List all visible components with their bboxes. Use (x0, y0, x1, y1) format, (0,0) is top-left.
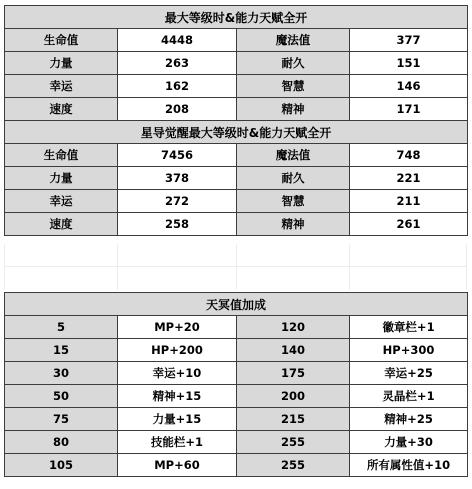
bonus-value: 灵晶栏+1 (350, 385, 468, 408)
stat-row (5, 190, 468, 213)
stat-label: 力量 (5, 52, 118, 75)
stat-value: 151 (350, 52, 468, 75)
bonus-value: MP+60 (118, 454, 237, 477)
bonus-value: 精神+25 (350, 408, 468, 431)
stat-value: 748 (350, 144, 468, 167)
stat-value: 263 (118, 52, 237, 75)
stat-value: 208 (118, 98, 237, 121)
threshold-value: 30 (5, 362, 118, 385)
stat-label: 智慧 (237, 75, 350, 98)
threshold-value: 120 (237, 316, 350, 339)
stat-label: 精神 (237, 98, 350, 121)
stat-row (5, 144, 468, 167)
stat-row (5, 52, 468, 75)
bonus-row (5, 408, 468, 431)
threshold-value: 75 (5, 408, 118, 431)
stat-row (5, 213, 468, 236)
stat-label: 精神 (237, 213, 350, 236)
bonus-value: 幸运+10 (118, 362, 237, 385)
stat-label: 力量 (5, 167, 118, 190)
bonus-value: MP+20 (118, 316, 237, 339)
stat-label: 幸运 (5, 190, 118, 213)
stat-value: 377 (350, 29, 468, 52)
stat-value: 146 (350, 75, 468, 98)
bonus-row (5, 362, 468, 385)
threshold-value: 215 (237, 408, 350, 431)
threshold-value: 175 (237, 362, 350, 385)
bonus-row (5, 431, 468, 454)
stat-label: 智慧 (237, 190, 350, 213)
section-header-row (5, 6, 468, 29)
bonus-value: HP+300 (350, 339, 468, 362)
stat-value: 272 (118, 190, 237, 213)
threshold-value: 80 (5, 431, 118, 454)
stat-label: 耐久 (237, 167, 350, 190)
bonus-value: 力量+15 (118, 408, 237, 431)
stat-value: 378 (118, 167, 237, 190)
stat-value: 261 (350, 213, 468, 236)
bonus-value: 力量+30 (350, 431, 468, 454)
stat-row (5, 75, 468, 98)
bonus-row (5, 316, 468, 339)
stat-value: 221 (350, 167, 468, 190)
bonus-value: HP+200 (118, 339, 237, 362)
stat-value: 171 (350, 98, 468, 121)
bonus-row (5, 454, 468, 477)
section-header-row (5, 293, 468, 316)
stat-label: 速度 (5, 98, 118, 121)
threshold-value: 15 (5, 339, 118, 362)
stat-label: 生命值 (5, 144, 118, 167)
celestial-title: 天冥值加成 (5, 293, 468, 316)
stat-label: 魔法值 (237, 29, 350, 52)
stat-value: 7456 (118, 144, 237, 167)
stat-row (5, 29, 468, 52)
max-level-title: 最大等级时&能力天赋全开 (5, 6, 468, 29)
stat-label: 生命值 (5, 29, 118, 52)
bonus-row (5, 385, 468, 408)
stat-value: 258 (118, 213, 237, 236)
threshold-value: 255 (237, 431, 350, 454)
stat-value: 162 (118, 75, 237, 98)
stats-table (4, 5, 468, 236)
bonus-value: 幸运+25 (350, 362, 468, 385)
bonus-value: 所有属性值+10 (350, 454, 468, 477)
stat-label: 速度 (5, 213, 118, 236)
threshold-value: 200 (237, 385, 350, 408)
awakened-title: 星导觉醒最大等级时&能力天赋全开 (5, 121, 468, 144)
stat-label: 耐久 (237, 52, 350, 75)
section-header-row (5, 121, 468, 144)
stat-row (5, 98, 468, 121)
stat-row (5, 167, 468, 190)
spreadsheet-gridlines (4, 244, 467, 290)
stat-label: 幸运 (5, 75, 118, 98)
stat-value: 211 (350, 190, 468, 213)
threshold-value: 255 (237, 454, 350, 477)
threshold-value: 5 (5, 316, 118, 339)
bonus-value: 精神+15 (118, 385, 237, 408)
celestial-bonus-table (4, 292, 468, 477)
bonus-value: 徽章栏+1 (350, 316, 468, 339)
stat-value: 4448 (118, 29, 237, 52)
stat-label: 魔法值 (237, 144, 350, 167)
threshold-value: 140 (237, 339, 350, 362)
threshold-value: 50 (5, 385, 118, 408)
threshold-value: 105 (5, 454, 118, 477)
bonus-value: 技能栏+1 (118, 431, 237, 454)
bonus-row (5, 339, 468, 362)
